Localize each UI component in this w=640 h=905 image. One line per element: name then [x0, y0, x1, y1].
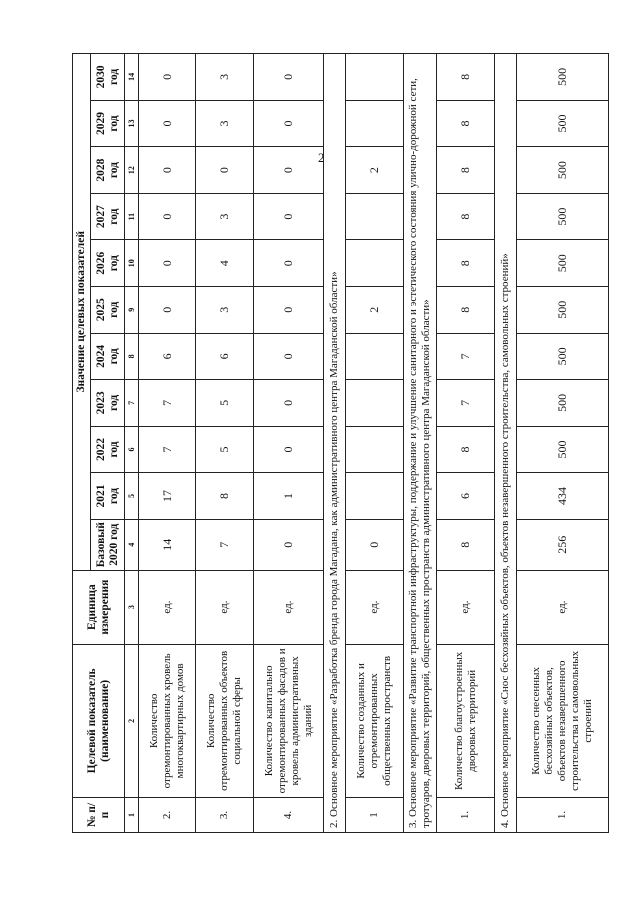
- value-cell: 0: [139, 54, 196, 101]
- value-cell: 0: [254, 100, 324, 147]
- value-cell: 1: [254, 473, 324, 520]
- value-cell: 7: [139, 380, 196, 427]
- value-cell: 8: [437, 54, 495, 101]
- indicator-name: Количество отремонтированных кровель многоквартирных домов: [139, 644, 196, 797]
- value-cell: 8: [437, 193, 495, 240]
- header-values-group: Значение целевых показателей: [73, 54, 91, 571]
- value-cell: 500: [517, 147, 609, 194]
- value-cell: 0: [139, 100, 196, 147]
- column-number: 5: [125, 473, 139, 520]
- value-cell: 8: [437, 240, 495, 287]
- header-year: 2026 год: [91, 240, 125, 287]
- indicator-name: Количество капитально отремонтированных фасадов и кровель административных зданий: [254, 644, 324, 797]
- value-cell: 0: [254, 286, 324, 333]
- table-row: [517, 54, 609, 833]
- header-year: 2022 год: [91, 426, 125, 473]
- table-row: [254, 54, 324, 833]
- value-cell: 5: [196, 426, 254, 473]
- rotated-table-wrapper: [72, 53, 600, 833]
- section-title: 4. Основное мероприятие «Снос бесхозяйных объектов, объектов незавершенного строительства, самовольных строений»: [495, 54, 517, 833]
- column-number: 11: [125, 193, 139, 240]
- value-cell: 500: [517, 380, 609, 427]
- indicator-name: Количество снесенных бесхозяйных объектов, объектов незавершенного строительства и самовольных строений: [517, 644, 609, 797]
- column-number: 7: [125, 380, 139, 427]
- column-number: 10: [125, 240, 139, 287]
- value-cell: 3: [196, 100, 254, 147]
- value-cell: 4: [196, 240, 254, 287]
- value-cell: 0: [254, 333, 324, 380]
- table-row: [139, 54, 196, 833]
- value-cell: 500: [517, 100, 609, 147]
- header-unit: Единица измерения: [73, 570, 125, 644]
- header-num: № п/п: [73, 798, 125, 833]
- value-cell: 0: [254, 426, 324, 473]
- value-cell: 6: [196, 333, 254, 380]
- value-cell: 8: [437, 286, 495, 333]
- unit-cell: ед.: [139, 570, 196, 644]
- value-cell: 0: [254, 147, 324, 194]
- row-number: 4.: [254, 798, 324, 833]
- value-cell: 5: [196, 380, 254, 427]
- value-cell: 0: [139, 193, 196, 240]
- header-year: 2021 год: [91, 473, 125, 520]
- value-cell: [346, 193, 404, 240]
- row-number: 1.: [517, 798, 609, 833]
- unit-cell: ед.: [346, 570, 404, 644]
- value-cell: 500: [517, 333, 609, 380]
- header-year: 2028 год: [91, 147, 125, 194]
- section-row: [495, 54, 517, 833]
- table-row: [196, 54, 254, 833]
- unit-cell: ед.: [517, 570, 609, 644]
- value-cell: 0: [254, 54, 324, 101]
- column-number: 1: [125, 798, 139, 833]
- indicator-name: Количество созданных и отремонтированных общественных пространств: [346, 644, 404, 797]
- value-cell: 8: [437, 100, 495, 147]
- value-cell: 8: [196, 473, 254, 520]
- indicator-name: Количество отремонтированных объектов социальной сферы: [196, 644, 254, 797]
- page-number: 2: [318, 150, 325, 165]
- header-year: 2030 год: [91, 54, 125, 101]
- value-cell: 17: [139, 473, 196, 520]
- column-number: 3: [125, 570, 139, 644]
- value-cell: 500: [517, 426, 609, 473]
- value-cell: 0: [139, 147, 196, 194]
- value-cell: 7: [437, 333, 495, 380]
- value-cell: [346, 100, 404, 147]
- column-number: 8: [125, 333, 139, 380]
- column-number: 12: [125, 147, 139, 194]
- value-cell: 0: [254, 240, 324, 287]
- value-cell: 0: [254, 193, 324, 240]
- value-cell: 6: [437, 473, 495, 520]
- value-cell: 8: [437, 426, 495, 473]
- row-number: 2.: [139, 798, 196, 833]
- header-year: 2024 год: [91, 333, 125, 380]
- value-cell: 0: [254, 519, 324, 570]
- unit-cell: ед.: [254, 570, 324, 644]
- value-cell: 0: [196, 147, 254, 194]
- value-cell: 0: [139, 286, 196, 333]
- value-cell: 500: [517, 54, 609, 101]
- section-title: 2. Основное мероприятие «Разработка бренда города Магадана, как административного центра Магаданской области»: [324, 54, 346, 833]
- unit-cell: ед.: [196, 570, 254, 644]
- section-title: 3. Основное мероприятие «Развитие транспортной инфраструктуры, поддержание и улучшение санитарного и эстетического состояния улично-дорожной сети, тротуаров, дворовых территорий, общественных пространств административного центра Магаданской области»: [404, 54, 437, 833]
- column-number: 4: [125, 519, 139, 570]
- column-number: 6: [125, 426, 139, 473]
- value-cell: 0: [254, 380, 324, 427]
- value-cell: 14: [139, 519, 196, 570]
- header-year: Базовый 2020 год: [91, 519, 125, 570]
- indicator-name: Количество благоустроенных дворовых территорий: [437, 644, 495, 797]
- indicators-table: [72, 53, 609, 833]
- column-number: 9: [125, 286, 139, 333]
- column-number: 13: [125, 100, 139, 147]
- value-cell: [346, 240, 404, 287]
- header-year: 2025 год: [91, 286, 125, 333]
- value-cell: 0: [346, 519, 404, 570]
- value-cell: 8: [437, 519, 495, 570]
- value-cell: 500: [517, 193, 609, 240]
- value-cell: 8: [437, 147, 495, 194]
- value-cell: [346, 473, 404, 520]
- value-cell: 7: [437, 380, 495, 427]
- section-row: [324, 54, 346, 833]
- section-row: [404, 54, 437, 833]
- value-cell: 7: [139, 426, 196, 473]
- value-cell: [346, 426, 404, 473]
- header-year: 2029 год: [91, 100, 125, 147]
- value-cell: 500: [517, 240, 609, 287]
- value-cell: 3: [196, 54, 254, 101]
- table-row: [346, 54, 404, 833]
- value-cell: 2: [346, 147, 404, 194]
- value-cell: [346, 333, 404, 380]
- column-number: 14: [125, 54, 139, 101]
- row-number: 1: [346, 798, 404, 833]
- unit-cell: ед.: [437, 570, 495, 644]
- value-cell: 2: [346, 286, 404, 333]
- row-number: 1.: [437, 798, 495, 833]
- value-cell: 0: [139, 240, 196, 287]
- header-year: 2023 год: [91, 380, 125, 427]
- value-cell: 7: [196, 519, 254, 570]
- table-row: [437, 54, 495, 833]
- value-cell: 3: [196, 193, 254, 240]
- header-indicator: Целевой показатель (наименование): [73, 644, 125, 797]
- value-cell: 6: [139, 333, 196, 380]
- header-year: 2027 год: [91, 193, 125, 240]
- value-cell: [346, 54, 404, 101]
- column-number: 2: [125, 644, 139, 797]
- value-cell: [346, 380, 404, 427]
- value-cell: 256: [517, 519, 609, 570]
- value-cell: 3: [196, 286, 254, 333]
- row-number: 3.: [196, 798, 254, 833]
- value-cell: 434: [517, 473, 609, 520]
- value-cell: 500: [517, 286, 609, 333]
